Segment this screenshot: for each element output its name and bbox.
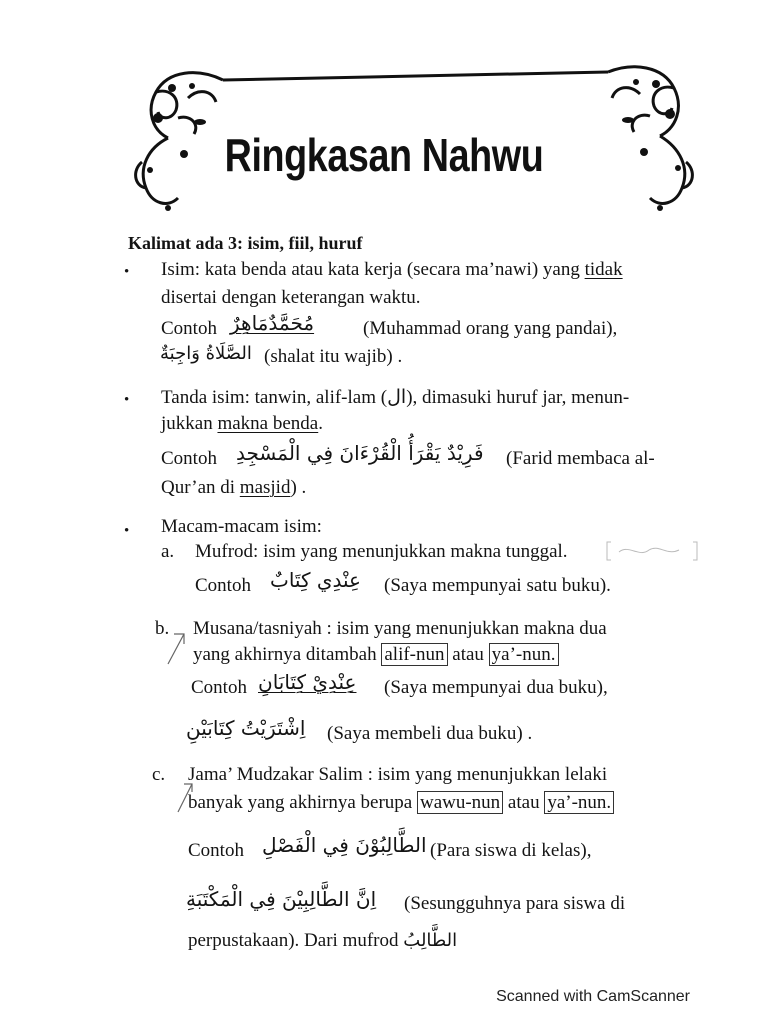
item-b-marker: b. [155,618,170,639]
jama-example-2-arabic: اِنَّ الطَّالِبِيْنَ فِي الْمَكْتَبَةِ [186,887,377,911]
example-3-translation-2 [161,477,306,499]
example-3-arabic: فَرِيْدٌ يَقْرَأُ الْقُرْءَانَ فِي الْمَسْجِدِ [236,441,484,465]
jama-definition-line-2 [188,792,614,814]
pencil-bracket-note [605,540,700,562]
underlined-makna-benda: makna benda [217,413,319,434]
alif-lam-arabic: ال [387,386,407,408]
underlined-tidak: tidak [584,259,623,280]
page-title: Ringkasan Nahwu [224,129,544,181]
tanda-isim-line-2 [161,413,323,435]
musana-text-a: yang akhirnya ditambah [193,644,382,665]
item-a-marker: a. [161,541,175,562]
boxed-ya-nun: ya’-nun. [489,643,559,666]
section-heading: Kalimat ada 3: isim, fiil, huruf [128,233,363,253]
underlined-masjid: masjid [239,477,291,498]
example-2-arabic: الصَّلَاةُ وَاجِبَةٌ [160,343,252,364]
example-3-text-b: ) . [290,477,307,498]
musana-definition-line-1: Musana/tasniyah : isim yang menunjukkan makna dua [193,618,607,639]
boxed-alif-nun: alif-nun [381,643,447,666]
example-1-translation: (Muhammad orang yang pandai), [363,318,618,339]
macam-isim-heading: Macam-macam isim: [161,516,322,537]
item-c-marker: c. [152,764,166,785]
musana-example-1-translation: (Saya mempunyai dua buku), [384,677,608,698]
musana-example-1-label: Contoh [191,677,247,698]
jama-example-3-line [188,930,457,952]
bullet-1: • [124,264,130,280]
jama-example-2-translation: (Sesungguhnya para siswa di [404,893,626,914]
musana-example-2-arabic: اِشْتَرَيْتُ كِتَابَيْنِ [186,716,306,740]
isim-definition-line-2: disertai dengan keterangan waktu. [161,287,421,308]
example-1-arabic: مُحَمَّدٌمَاهِرٌ [230,311,315,335]
tanda-isim-text-b: ), dimasuki huruf jar, menun- [406,387,630,408]
musana-definition-line-2 [193,644,559,666]
jama-example-1-arabic: الطَّالِبُوْنَ فِي الْفَصْلِ [262,833,427,857]
tanda-isim-text-d: . [318,413,323,434]
jama-text-a: banyak yang akhirnya berupa [188,792,417,813]
isim-definition-text: Isim: kata benda atau kata kerja (secara ma’nawi) yang [161,259,585,280]
tanda-isim-text-a: Tanda isim: tanwin, alif-lam ( [161,387,388,408]
pencil-arrows [150,620,190,770]
example-3-translation-1: (Farid membaca al- [506,448,655,469]
jama-text-b: atau [503,792,545,813]
example-3-label: Contoh [161,448,217,469]
tanda-isim-line-1 [161,386,629,409]
isim-definition-line-1 [161,259,623,281]
jama-example-1-translation: (Para siswa di kelas), [430,840,592,861]
tanda-isim-text-c: jukkan [161,413,218,434]
boxed-wawu-nun: wawu-nun [417,791,503,814]
jama-definition-line-1: Jama’ Mudzakar Salim : isim yang menunjukkan lelaki [188,764,608,785]
musana-text-b: atau [447,644,489,665]
musana-example-1-arabic: عِنْدِيْ كِتَابَانِ [258,670,357,694]
mufrod-example-translation: (Saya mempunyai satu buku). [384,575,611,596]
mufrod-example-arabic: عِنْدِي كِتَابٌ [270,568,361,592]
example-3-text-a: Qur’an di [161,477,240,498]
bullet-3: • [124,523,130,539]
jama-example-1-label: Contoh [188,840,244,861]
mufrod-definition: Mufrod: isim yang menunjukkan makna tunggal. [195,541,568,562]
example-1-label: Contoh [161,318,217,339]
scanner-watermark: Scanned with CamScanner [496,988,690,1005]
example-2-translation: (shalat itu wajib) . [264,346,403,367]
jama-example-3-text: perpustakaan). Dari mufrod [188,930,404,951]
mufrod-arabic: الطَّالِبُ [403,930,458,951]
bullet-2: • [124,392,130,408]
boxed-ya-nun-2: ya’-nun. [544,791,614,814]
musana-example-2-translation: (Saya membeli dua buku) . [327,723,533,744]
pencil-arrow-c [170,780,200,820]
mufrod-example-label: Contoh [195,575,251,596]
